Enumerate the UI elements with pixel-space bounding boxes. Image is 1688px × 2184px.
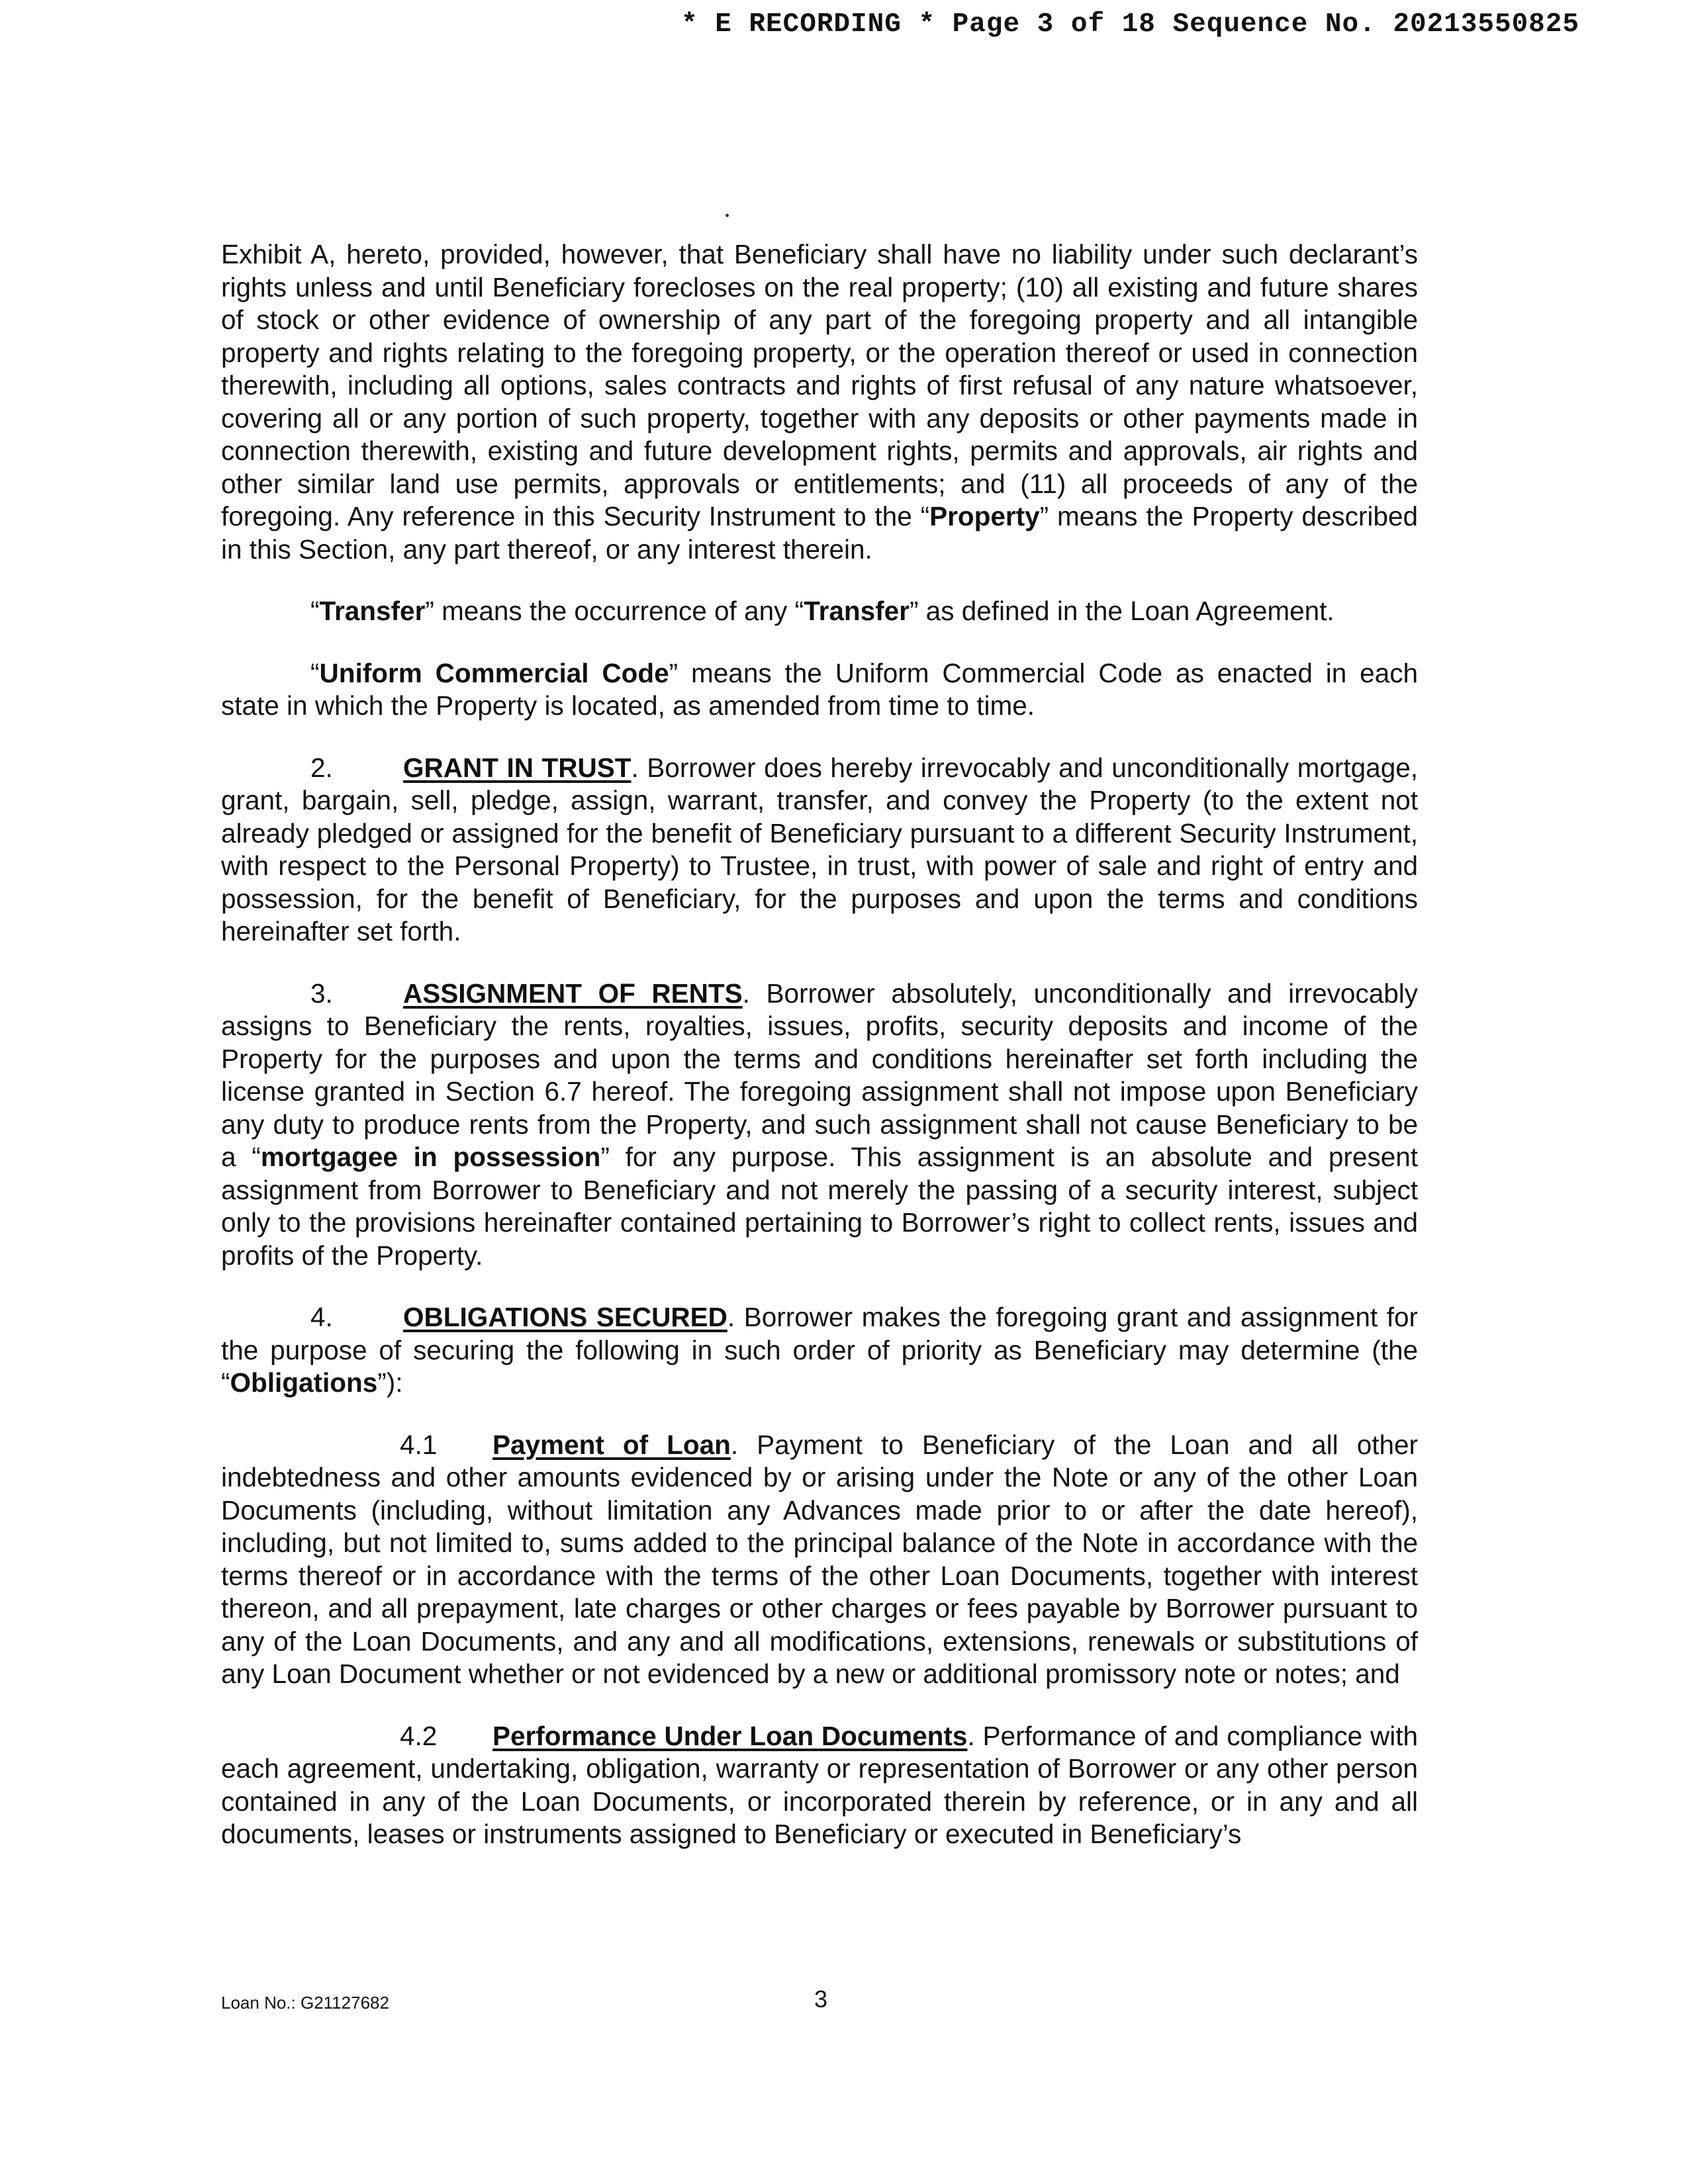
scan-speck: [726, 214, 729, 217]
subsection-number: 4.2: [400, 1720, 438, 1751]
subsection-heading: Payment of Loan: [492, 1429, 731, 1460]
defined-term-mortgagee: mortgagee in possession: [260, 1142, 601, 1172]
recording-header: * E RECORDING * Page 3 of 18 Sequence No. 20213550825: [680, 9, 1579, 40]
subsection-text: . Performance of and compliance with each agreement, undertaking, obligation, warranty or representation of Borrower or any other person contained in any of the Loan Documents, or incorporated therein by reference, or in any and all documents, leases or instruments assigned to Beneficiary or executed in Beneficiary’s: [221, 1720, 1418, 1849]
section-text: . Borrower absolutely, unconditionally and irrevocably assigns to Beneficiary the rents, royalties, issues, profits, security deposits and income of the Property for the purposes and upon the terms and conditions hereinafter set forth including the license granted in Section 6.7 hereof. The foregoing assignment shall not impose upon Beneficiary any duty to produce rents from the Property, and such assignment shall not cause Beneficiary to be a “: [221, 978, 1418, 1172]
open-quote: “: [310, 657, 320, 688]
subsection-text: . Payment to Beneficiary of the Loan and all other indebtedness and other amounts evidenced by or arising under the Note or any of the other Loan Documents (including, without limitation any Advances made prior to or after the date hereof), including, but not limited to, sums added to the principal balance of the Note in accordance with the terms thereof or in accordance with the terms of the other Loan Documents, together with interest thereon, and all prepayment, late charges or other charges or fees payable by Borrower pursuant to any of the Loan Documents, and any and all modifications, extensions, renewals or substitutions of any Loan Document whether or not evidenced by a new or additional promissory note or notes; and: [221, 1429, 1419, 1689]
defined-term-transfer: Transfer: [319, 596, 426, 626]
section-4-obligations-secured: [221, 1301, 1418, 1400]
section-4-2-performance: [221, 1720, 1418, 1851]
footer-loan-number: Loan No.: G21127682: [221, 1993, 389, 2013]
paragraph-text: ” as defined in the Loan Agreement.: [909, 596, 1335, 626]
section-4-1-payment-of-loan: [221, 1429, 1418, 1691]
section-heading: GRANT IN TRUST: [403, 752, 632, 783]
paragraph-property-definition: [221, 238, 1418, 566]
section-number: 4.: [310, 1302, 333, 1332]
section-text: ” for any purpose. This assignment is an absolute and present assignment from Borrower to Beneficiary and not merely the passing of a security interest, subject only to the provisions hereinafter contained pertaining to Borrower’s right to collect rents, issues and profits of the Property.: [221, 1142, 1418, 1271]
paragraph-text: ” means the Uniform Commercial Code as enacted in each state in which the Property is located, as amended from time to time.: [221, 657, 1418, 721]
footer-page-number: 3: [814, 1985, 828, 2013]
section-text: ”):: [377, 1367, 403, 1398]
subsection-number: 4.1: [400, 1429, 438, 1460]
defined-term-property: Property: [929, 501, 1040, 531]
defined-term-obligations: Obligations: [230, 1367, 378, 1398]
open-quote: “: [310, 596, 320, 626]
section-text: . Borrower makes the foregoing grant and assignment for the purpose of securing the following in such order of priority as Beneficiary may determine (the “: [221, 1302, 1418, 1398]
section-heading: OBLIGATIONS SECURED: [403, 1302, 727, 1332]
section-text: . Borrower does hereby irrevocably and unconditionally mortgage, grant, bargain, sell, pledge, assign, warrant, transfer, and convey the Property (to the extent not already pledged or assigned for the benefit of Beneficiary pursuant to a different Security Instrument, with respect to the Personal Property) to Trustee, in trust, with power of sale and right of entry and possession, for the benefit of Beneficiary, for the purposes and upon the terms and conditions hereinafter set forth.: [221, 752, 1418, 946]
paragraph-text: Exhibit A, hereto, provided, however, that Beneficiary shall have no liability under such declarant’s rights unless and until Beneficiary forecloses on the real property; (10) all existing and future shares of stock or other evidence of ownership of any part of the foregoing property and all intangible property and rights relating to the foregoing property, or the operation thereof or used in connection therewith, including all options, sales contracts and rights of first refusal of any nature whatsoever, covering all or any portion of such property, together with any deposits or other payments made in connection therewith, existing and future development rights, permits and approvals, air rights and other similar land use permits, approvals or entitlements; and (11) all proceeds of any of the foregoing. Any reference in this Security Instrument to the “: [221, 239, 1418, 531]
paragraph-ucc-definition: [221, 657, 1418, 723]
subsection-heading: Performance Under Loan Documents: [492, 1720, 968, 1751]
defined-term-transfer-ref: Transfer: [804, 596, 910, 626]
paragraph-text: ” means the occurrence of any “: [425, 596, 804, 626]
defined-term-ucc: Uniform Commercial Code: [319, 657, 669, 688]
paragraph-transfer-definition: [221, 595, 1418, 628]
section-2-grant-in-trust: [221, 752, 1418, 948]
document-body: [221, 238, 1418, 1880]
section-number: 2.: [310, 752, 333, 783]
paragraph-text: ” means the Property described in this Section, any part thereof, or any interest therein.: [221, 501, 1418, 565]
section-heading: ASSIGNMENT OF RENTS: [403, 978, 743, 1009]
section-number: 3.: [310, 978, 333, 1009]
section-3-assignment-of-rents: [221, 978, 1418, 1273]
